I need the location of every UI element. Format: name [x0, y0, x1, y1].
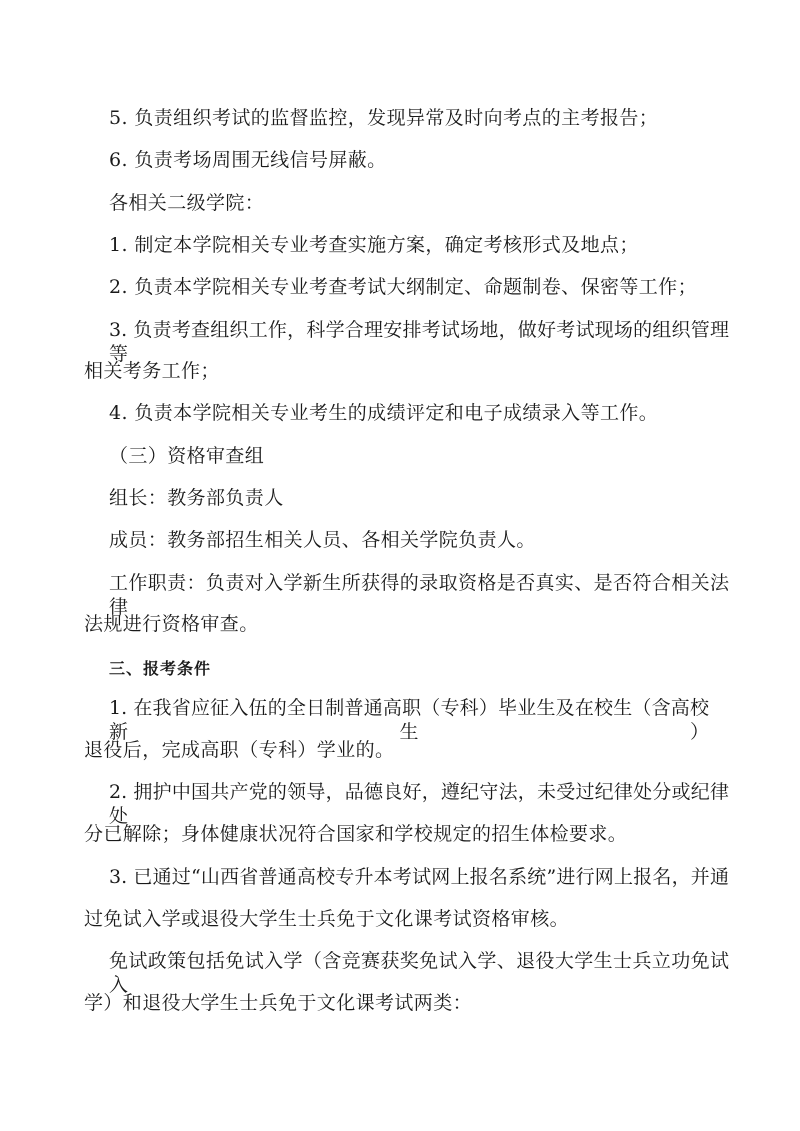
paragraph-line: 6. 负责考场周围无线信号屏蔽。	[109, 149, 387, 171]
paragraph-line: 相关考务工作；	[84, 360, 220, 382]
paragraph-line: 5. 负责组织考试的监督监控，发现异常及时向考点的主考报告；	[109, 107, 659, 129]
paragraph-line: 3. 负责考查组织工作，科学合理安排考试场地，做好考试现场的组织管理等	[109, 319, 729, 365]
section-subheading: （三）资格审查组	[109, 445, 265, 467]
section-heading: 三、报考条件	[109, 659, 212, 678]
paragraph-line: 学）和退役大学生士兵免于文化课考试两类：	[84, 992, 473, 1014]
paragraph-line: 退役后，完成高职（专科）学业的。	[84, 739, 395, 761]
paragraph-line: 免试政策包括免试入学（含竞赛获奖免试入学、退役大学生士兵立功免试入	[109, 950, 729, 996]
paragraph-line: 工作职责：负责对入学新生所获得的录取资格是否真实、是否符合相关法律	[109, 572, 729, 618]
paragraph-line: 法规进行资格审查。	[84, 613, 259, 635]
paragraph-line: 1. 制定本学院相关专业考查实施方案，确定考核形式及地点；	[109, 234, 639, 256]
paragraph-line: 2. 拥护中国共产党的领导，品德良好，遵纪守法，未受过纪律处分或纪律处	[109, 781, 729, 827]
paragraph-line: 1. 在我省应征入伍的全日制普通高职（专科）毕业生及在校生（含高校新生）	[109, 697, 709, 743]
paragraph-line: 2. 负责本学院相关专业考查考试大纲制定、命题制卷、保密等工作；	[109, 276, 697, 298]
paragraph-line: 过免试入学或退役大学生士兵免于文化课考试资格审核。	[84, 908, 570, 930]
paragraph-line: 3. 已通过“山西省普通高校专升本考试网上报名系统”进行网上报名，并通	[109, 866, 729, 888]
paragraph-line: 组长：教务部负责人	[109, 487, 284, 509]
paragraph-line: 分已解除；身体健康状况符合国家和学校规定的招生体检要求。	[84, 823, 628, 845]
paragraph-line: 各相关二级学院：	[109, 192, 265, 214]
paragraph-line: 成员：教务部招生相关人员、各相关学院负责人。	[109, 529, 536, 551]
paragraph-line: 4. 负责本学院相关专业考生的成绩评定和电子成绩录入等工作。	[109, 402, 659, 424]
